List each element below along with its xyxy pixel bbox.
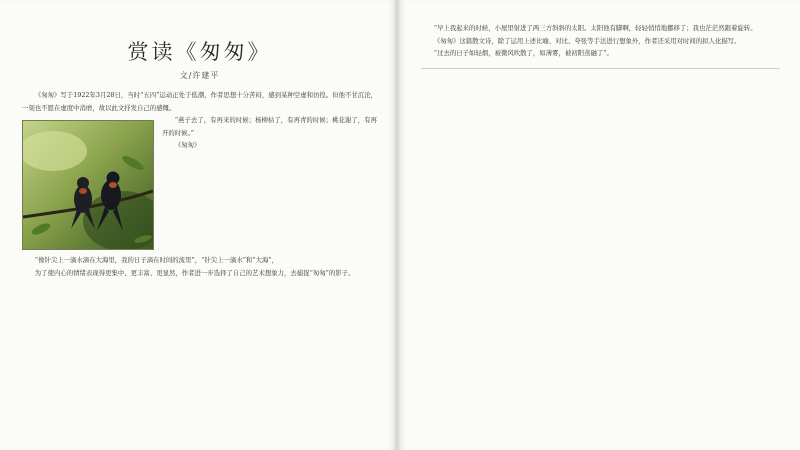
- body-paragraph: “早上我起来的时候，小屋里射进了两三方斜斜的太阳。太阳他有脚啊，轻轻悄悄地挪移了；我也茫茫然跟着旋转。: [433, 24, 757, 32]
- left-page: [0, 0, 395, 450]
- body-paragraph: 《匆匆》这篇散文诗，除了运用上述比喻、对比、夸张等手法进行想象外，作者还采用对时间的拟人化描写。: [433, 36, 741, 45]
- right-page: [399, 0, 800, 450]
- body-paragraph: 《匆匆》: [174, 141, 201, 150]
- body-paragraph: 为了使内心的情绪表现得更集中、更丰富、更显然，作者进一步选择了自己的艺术想象力，去捕捉“匆匆”的影子。: [34, 268, 355, 277]
- article-title: 赏读《匆匆》: [127, 40, 272, 64]
- body-paragraph: 《匆匆》写于1922年3月28日，当时“五四”运动正处于低潮，作者思想十分苦闷，感到某种空虚和彷徨。但他不甘沉沦，一刻也不愿在虚度中消磨，故以此文抒发自己的感慨。: [22, 91, 377, 112]
- body-paragraph: “燕子去了，有再来的时候；杨柳枯了，有再青的时候；桃花谢了，有再开的时候。”: [162, 116, 377, 137]
- swallows-illustration: [22, 120, 154, 250]
- footer-rule: [421, 68, 780, 69]
- article-author: 文/许建平: [179, 71, 220, 80]
- swallows-image: [23, 121, 153, 249]
- body-paragraph: “过去的日子如轻烟，被微风吹散了，如薄雾，被初阳蒸融了”。: [433, 49, 613, 58]
- body-paragraph: “像针尖上一滴水滴在大海里，我的日子滴在时间的流里”，“针尖上一滴水”和“大海”，: [34, 256, 279, 265]
